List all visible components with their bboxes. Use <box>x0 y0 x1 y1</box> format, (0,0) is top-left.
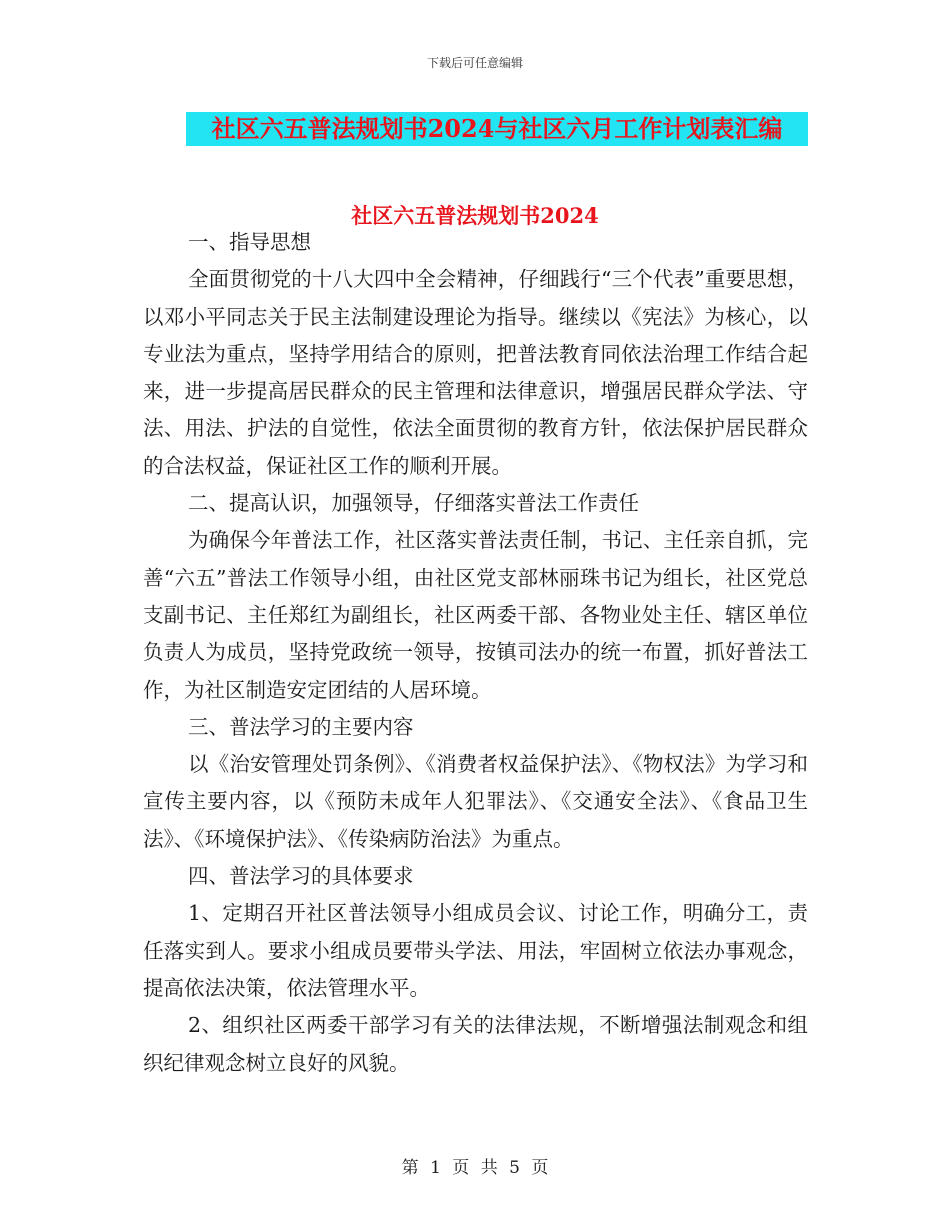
document-body <box>143 218 808 1082</box>
sub-title: 社区六五普法规划书2024 <box>351 203 599 228</box>
section-heading-leadership: 二、提高认识，加强领导，仔细落实普法工作责任 <box>188 491 639 516</box>
main-title-highlight <box>186 112 808 146</box>
header-note: 下载后可任意编辑 <box>426 56 523 70</box>
main-title: 社区六五普法规划书2024与社区六月工作计划表汇编 <box>211 114 783 143</box>
paragraph-requirement-1: 1、定期召开社区普法领导小组成员会议、讨论工作，明确分工，责任落实到人。要求小组成员要带头学法、用法，牢固树立依法办事观念，提高依法决策，依法管理水平。 <box>143 901 808 1000</box>
page-footer: 第 1 页 共 5 页 <box>401 1158 549 1178</box>
section-heading-main-content: 三、普法学习的主要内容 <box>188 714 414 739</box>
section-heading-guiding-ideology: 一、指导思想 <box>188 230 311 254</box>
paragraph-guiding-ideology: 全面贯彻党的十八大四中全会精神，仔细践行“三个代表”重要思想，以邓小平同志关于民主法制建设理论为指导。继续以《宪法》为核心，以专业法为重点，坚持学用结合的原则，把普法教育同依法治理工作结合起来，进一步提高居民群众的民主管理和法律意识，增强居民群众学法、守法、用法、护法的自觉性，依法全面贯彻的教育方针，依法保护居民群众的合法权益，保证社区工作的顺利开展。 <box>143 267 808 478</box>
paragraph-requirement-2: 2、组织社区两委干部学习有关的法律法规，不断增强法制观念和组织纪律观念树立良好的风貌。 <box>143 1013 808 1075</box>
paragraph-main-content: 以《治安管理处罚条例》、《消费者权益保护法》、《物权法》为学习和宣传主要内容，以《预防未成年人犯罪法》、《交通安全法》、《食品卫生法》、《环境保护法》、《传染病防治法》为重点。 <box>143 752 808 851</box>
paragraph-leadership: 为确保今年普法工作，社区落实普法责任制，书记、主任亲自抓，完善“六五”普法工作领导小组，由社区党支部林丽珠书记为组长，社区党总支副书记、主任郑红为副组长，社区两委干部、各物业处主任、辖区单位负责人为成员，坚持党政统一领导，按镇司法办的统一布置，抓好普法工作，为社区制造安定团结的人居环境。 <box>143 528 808 702</box>
section-heading-requirements: 四、普法学习的具体要求 <box>188 864 414 889</box>
